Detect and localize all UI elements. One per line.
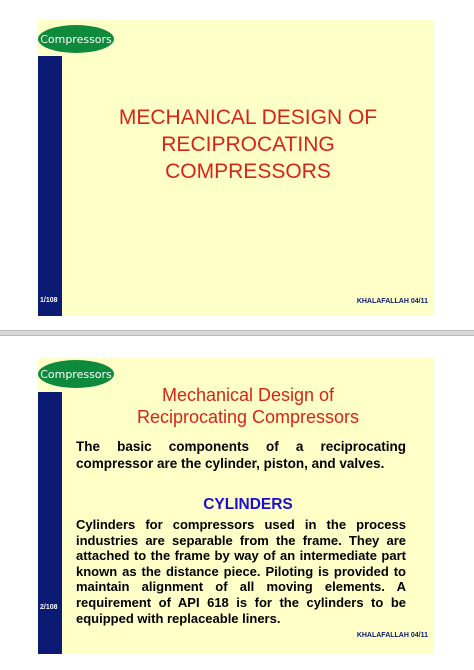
title-line: Reciprocating Compressors: [136, 407, 360, 427]
page-number: 2/108: [40, 604, 58, 611]
slide-page-2: [0, 336, 474, 666]
side-bar: [38, 56, 62, 316]
side-bar: [38, 392, 62, 654]
footer-author: KHALAFALLAH 04/11: [356, 632, 428, 639]
intro-paragraph: The basic components of a reciprocating compressor are the cylinder, piston, and valves.: [76, 439, 406, 471]
slide-page-1: [0, 0, 474, 330]
page-number: 1/108: [40, 297, 58, 304]
topic-badge: Compressors: [38, 360, 114, 388]
title-line: MECHANICAL DESIGN OF: [118, 106, 378, 129]
body-paragraph: Cylinders for compressors used in the process industries are separable from the frame. They are attached to the frame by way of an intermediate part known as the distance piece. Piloting is provided to maintain alignment of all moving elements. A requirement of API 618 is for the cylinders to be equipped with replaceable liners.: [76, 517, 406, 626]
title-line: Mechanical Design of: [161, 385, 335, 405]
section-heading: CYLINDERS: [203, 496, 293, 513]
title-line: COMPRESSORS: [165, 160, 331, 183]
topic-badge: Compressors: [38, 25, 114, 53]
footer-author: KHALAFALLAH 04/11: [356, 298, 428, 305]
slide-title: [62, 384, 434, 428]
slide-title: [62, 104, 434, 185]
title-line: RECIPROCATING: [161, 133, 335, 156]
